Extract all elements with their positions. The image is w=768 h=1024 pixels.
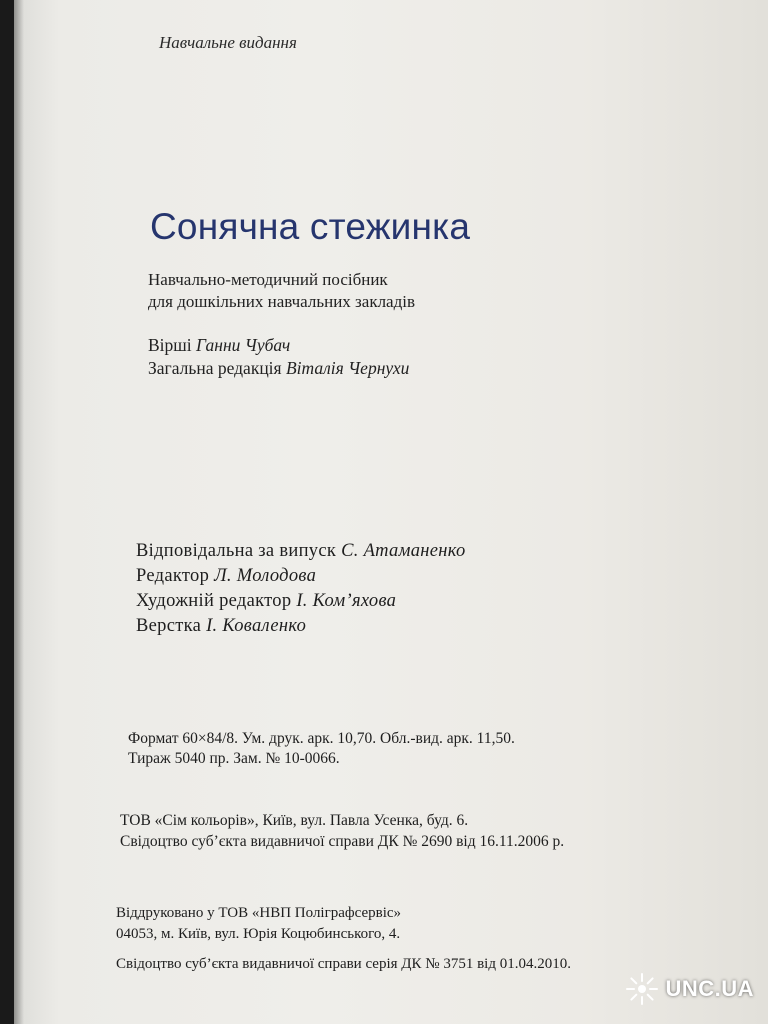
credit-line xyxy=(136,566,316,587)
imprint-line-2: Тираж 5040 пр. Зам. № 10-0066. xyxy=(128,750,340,767)
credit-line xyxy=(136,616,306,637)
subtitle-line-2: для дошкільних навчальних закладів xyxy=(148,292,416,311)
credit-line xyxy=(136,591,396,612)
general-editor-prefix: Загальна редакція xyxy=(148,358,282,378)
author-prefix: Вірші xyxy=(148,335,192,355)
watermark-text: UNC.UA xyxy=(665,976,754,1001)
watermark xyxy=(625,972,754,1006)
book-title: Сонячна стежинка xyxy=(150,206,471,247)
printer-line-1: Віддруковано у ТОВ «НВП Поліграфсервіс» xyxy=(116,905,402,921)
book-page xyxy=(14,0,768,1024)
sunburst-icon xyxy=(625,972,659,1006)
subtitle-line-1: Навчально-методичний посібник xyxy=(148,270,388,289)
author-line xyxy=(148,335,290,356)
credit-name: С. Атаманенко xyxy=(341,541,466,561)
credit-role: Відповідальна за випуск xyxy=(136,541,337,561)
credit-line xyxy=(136,541,466,562)
general-editor-name: Віталія Чернухи xyxy=(285,358,410,378)
printer-line-3: Свідоцтво суб’єкта видавничої справи серія ДК № 3751 від 01.04.2010. xyxy=(116,956,571,972)
credit-role: Верстка xyxy=(136,616,202,636)
imprint-line-1: Формат 60×84/8. Ум. друк. арк. 10,70. Обл.-вид. арк. 11,50. xyxy=(128,730,515,747)
credit-role: Редактор xyxy=(136,566,210,586)
author-name: Ганни Чубач xyxy=(196,335,291,355)
series-label: Навчальне видання xyxy=(159,33,297,52)
publisher-line-2: Свідоцтво суб’єкта видавничої справи ДК № 2690 від 16.11.2006 р. xyxy=(120,833,565,850)
credit-name: І. Ком’яхова xyxy=(296,591,397,611)
publisher-line-1: ТОВ «Сім кольорів», Київ, вул. Павла Усенка, буд. 6. xyxy=(120,812,469,829)
page-edge-shadow xyxy=(14,0,24,1024)
printer-line-2: 04053, м. Київ, вул. Юрія Коцюбинського, 4. xyxy=(116,926,401,942)
credit-role: Художній редактор xyxy=(136,591,292,611)
credit-name: Л. Молодова xyxy=(214,566,317,586)
general-editor-line xyxy=(148,358,409,379)
credit-name: І. Коваленко xyxy=(206,616,307,636)
